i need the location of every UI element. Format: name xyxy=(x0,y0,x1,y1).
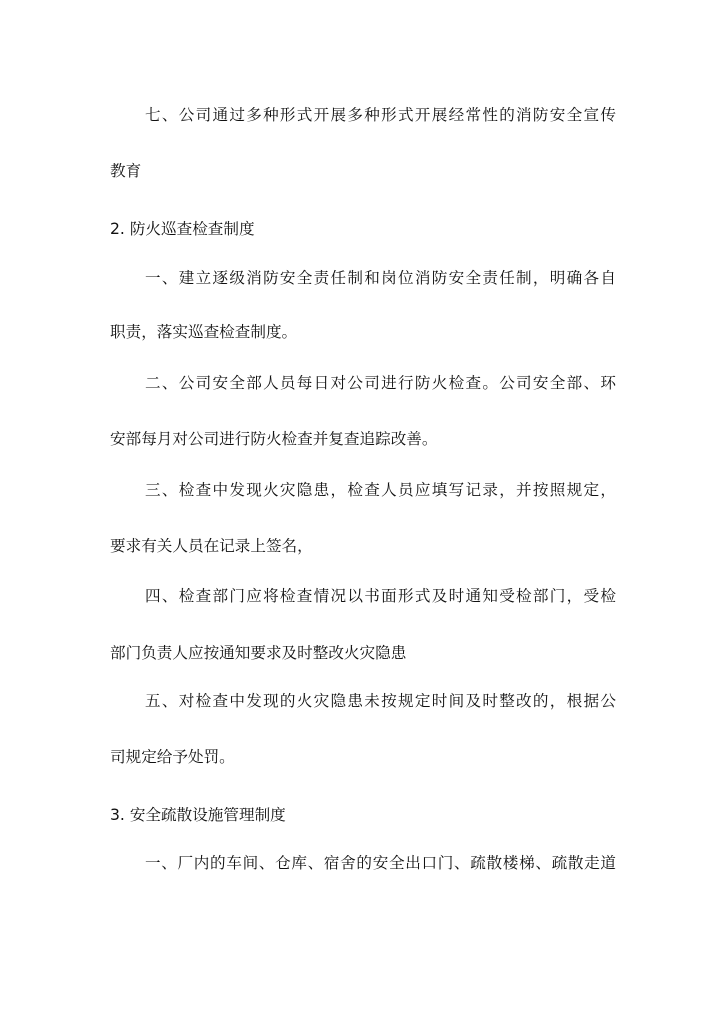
paragraph-line: 部门负责人应按通知要求及时整改火灾隐患 xyxy=(110,644,407,662)
paragraph-line: 一、厂内的车间、仓库、宿舍的安全出口门、疏散楼梯、疏散走道 xyxy=(145,854,616,872)
paragraph-line: 七、公司通过多种形式开展多种形式开展经常性的消防安全宣传 xyxy=(145,106,616,124)
paragraph-line: 三、检查中发现火灾隐患，检查人员应填写记录，并按照规定， xyxy=(145,481,616,499)
paragraph-line: 教育 xyxy=(110,162,142,180)
paragraph-line: 五、对检查中发现的火灾隐患未按规定时间及时整改的，根据公 xyxy=(145,692,616,710)
paragraph-line: 职责，落实巡查检查制度。 xyxy=(110,323,298,341)
paragraph-line: 二、公司安全部人员每日对公司进行防火检查。公司安全部、环 xyxy=(145,374,616,392)
paragraph-line: 四、检查部门应将检查情况以书面形式及时通知受检部门，受检 xyxy=(145,587,616,605)
paragraph-line: 安部每月对公司进行防火检查并复查追踪改善。 xyxy=(110,430,438,448)
paragraph-line: 要求有关人员在记录上签名， xyxy=(110,537,313,555)
paragraph-line: 一、建立逐级消防安全责任制和岗位消防安全责任制，明确各自 xyxy=(145,269,616,287)
section-heading: 2. 防火巡查检查制度 xyxy=(110,220,255,238)
section-heading: 3. 安全疏散设施管理制度 xyxy=(110,806,286,824)
paragraph-line: 司规定给予处罚。 xyxy=(110,748,235,766)
